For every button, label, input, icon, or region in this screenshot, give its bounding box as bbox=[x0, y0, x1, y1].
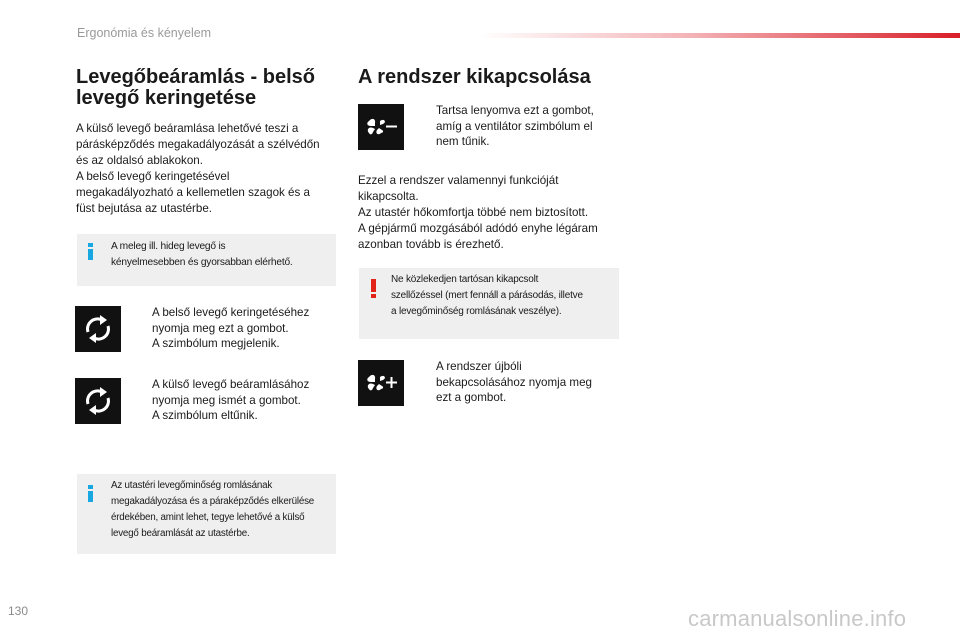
section-title: Ergonómia és kényelem bbox=[77, 26, 212, 40]
info-icon bbox=[88, 243, 93, 260]
left-heading: Levegőbeáramlás - belső levegő keringetése bbox=[76, 66, 315, 109]
right-paragraph: Ezzel a rendszer valamennyi funkcióját kikapcsolta. Az utastér hőkomfortja többé nem biztosított. A gépjármű mozgásából adódó enyhe légáram azonban tovább is érezhető. bbox=[358, 174, 598, 251]
recirculation-icon bbox=[75, 306, 121, 352]
fan-plus-icon bbox=[358, 360, 404, 406]
header-accent-line bbox=[480, 33, 960, 38]
info-note-2 bbox=[77, 474, 336, 554]
left-paragraph-wrap bbox=[76, 121, 346, 217]
warning-icon bbox=[371, 279, 376, 299]
left-paragraph: A külső levegő beáramlása lehetővé teszi a párásképződés megakadályozását a szélvédőn és az oldalsó ablakokon. A belső levegő keringetésével megakadályozható a kellemetlen szagok és a füst bejutása az utastérbe. bbox=[76, 122, 320, 215]
info-icon bbox=[88, 485, 93, 502]
page-number: 130 bbox=[8, 604, 29, 618]
right-step-2-text: A rendszer újbóli bekapcsolásához nyomja meg ezt a gombot. bbox=[436, 360, 592, 404]
right-heading-wrap bbox=[358, 67, 628, 88]
recirculation-icon-off bbox=[75, 378, 121, 424]
left-step-2-text: A külső levegő beáramlásához nyomja meg ismét a gombot. A szimbólum eltűnik. bbox=[152, 378, 310, 422]
info-note-1-text: A meleg ill. hideg levegő is kényelmesebben és gyorsabban elérhető. bbox=[111, 241, 293, 268]
fan-minus-icon bbox=[358, 104, 404, 150]
warning-note-text: Ne közlekedjen tartósan kikapcsolt szellőzéssel (mert fennáll a párásodás, illetve a levegőminőség romlásának veszélye). bbox=[391, 274, 583, 317]
info-note-2-text: Az utastéri levegőminőség romlásának megakadályozása és a páraképződés elkerülése érdekében, amint lehet, tegye lehetővé a külső levegő beáramlását az utastérbe. bbox=[111, 480, 315, 539]
right-paragraph-wrap bbox=[358, 173, 628, 253]
left-step-1-text: A belső levegő keringetéséhez nyomja meg ezt a gombot. A szimbólum megjelenik. bbox=[152, 306, 310, 350]
left-heading-wrap bbox=[76, 67, 346, 109]
right-heading: A rendszer kikapcsolása bbox=[358, 66, 591, 88]
watermark: carmanualsonline.info bbox=[688, 606, 907, 631]
right-step-1-text: Tartsa lenyomva ezt a gombot, amíg a ventilátor szimbólum el nem tűnik. bbox=[436, 104, 594, 148]
warning-note bbox=[359, 268, 619, 339]
info-note-1 bbox=[77, 234, 336, 286]
